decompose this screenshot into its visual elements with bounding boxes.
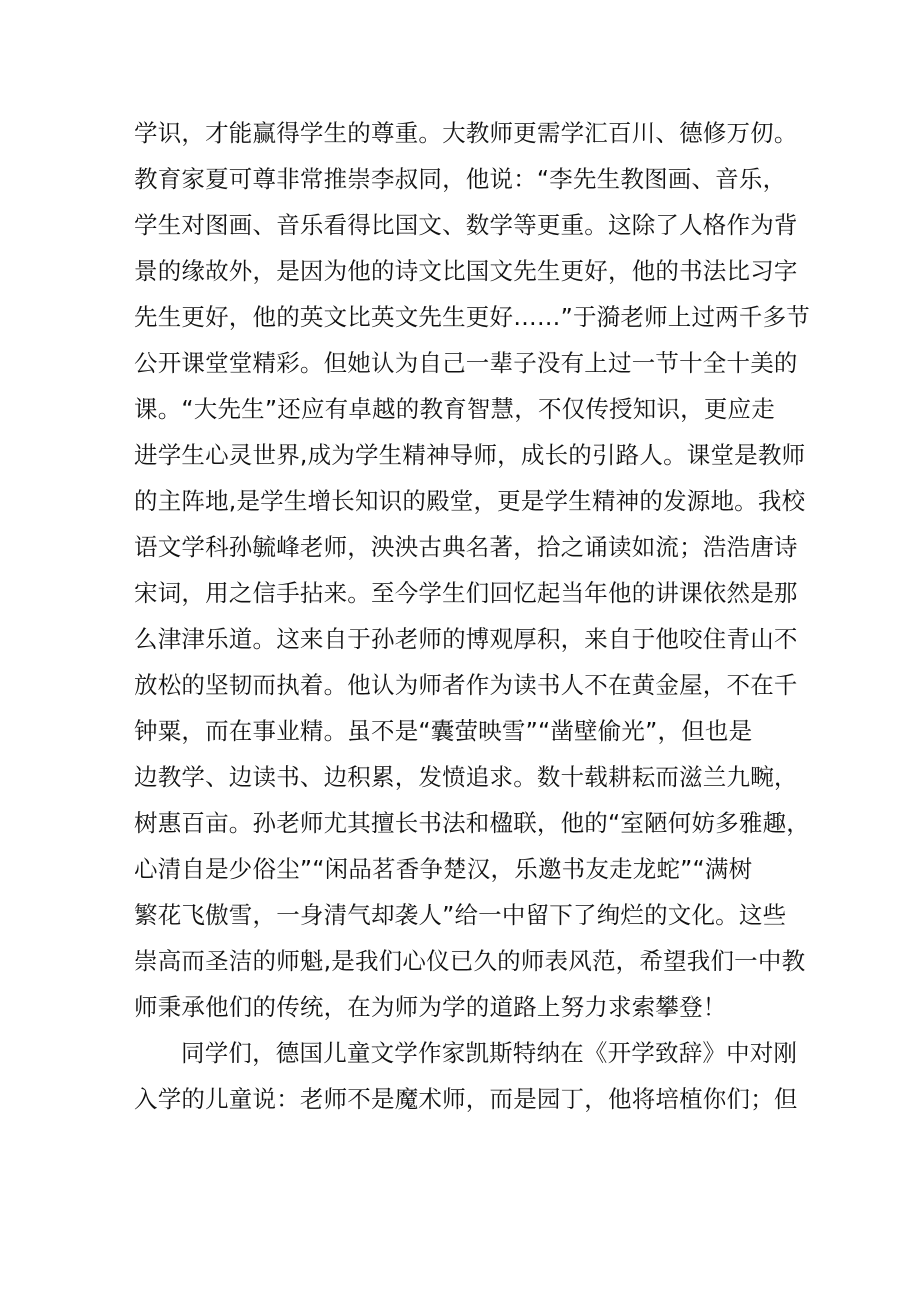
text-line: 边教学、边读书、边积累，发愤追求。数十载耕耘而滋兰九畹， (134, 763, 798, 791)
text-line: 师秉承他们的传统，在为师为学的道路上努力求索攀登！ (134, 993, 727, 1021)
paragraph-1 (134, 110, 814, 1030)
text-line: 学识，才能赢得学生的尊重。大教师更需学汇百川、德修万仞。 (134, 119, 798, 147)
text-line: 入学的儿童说：老师不是魔术师，而是园丁，他将培植你们；但 (134, 1085, 798, 1113)
text-line: 同学们，德国儿童文学作家凯斯特纳在《开学致辞》中对刚 (181, 1039, 798, 1067)
text-line: 公开课堂堂精彩。但她认为自己一辈子没有上过一节十全十美的 (134, 349, 798, 377)
body-text (134, 110, 814, 1122)
text-line: 课。“大先生”还应有卓越的教育智慧，不仅传授知识，更应走 (134, 395, 775, 423)
text-line: 树惠百亩。孙老师尤其擅长书法和楹联，他的“室陋何妨多雅趣， (134, 809, 810, 837)
text-line: 的主阵地,是学生增长知识的殿堂，更是学生精神的发源地。我校 (134, 487, 806, 515)
text-line: 繁花飞傲雪，一身清气却袭人”给一中留下了绚烂的文化。这些 (134, 901, 787, 929)
text-line: 进学生心灵世界,成为学生精神导师，成长的引路人。课堂是教师 (134, 441, 806, 469)
text-line: 么津津乐道。这来自于孙老师的博观厚积，来自于他咬住青山不 (134, 625, 798, 653)
text-line: 景的缘故外，是因为他的诗文比国文先生更好，他的书法比习字 (134, 257, 798, 285)
text-line: 先生更好，他的英文比英文先生更好……”于漪老师上过两千多节 (134, 303, 810, 331)
text-line: 崇高而圣洁的师魁,是我们心仪已久的师表风范，希望我们一中教 (134, 947, 806, 975)
text-line: 心清自是少俗尘”“闲品茗香争楚汉，乐邀书友走龙蛇”“满树 (134, 855, 753, 883)
text-line: 学生对图画、音乐看得比国文、数学等更重。这除了人格作为背 (134, 211, 798, 239)
text-line: 钟粟，而在事业精。虽不是“囊萤映雪”“凿壁偷光”，但也是 (134, 717, 753, 745)
text-line: 语文学科孙毓峰老师，泱泱古典名著，拾之诵读如流；浩浩唐诗 (134, 533, 798, 561)
text-line: 教育家夏可尊非常推崇李叔同，他说：“李先生教图画、音乐， (134, 165, 787, 193)
text-line: 宋词，用之信手拈来。至今学生们回忆起当年他的讲课依然是那 (134, 579, 798, 607)
text-line: 放松的坚韧而执着。他认为师者作为读书人不在黄金屋，不在千 (134, 671, 798, 699)
paragraph-2 (134, 1030, 814, 1122)
